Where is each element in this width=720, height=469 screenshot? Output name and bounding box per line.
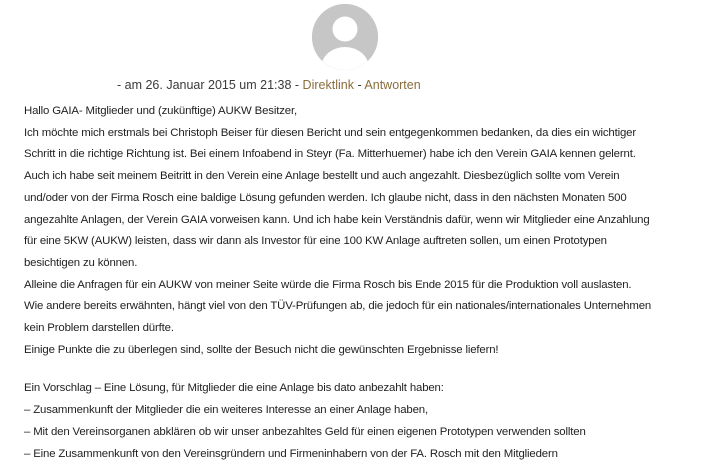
comment-line: Hallo GAIA- Mitglieder und (zukünftige) AUKW Besitzer, xyxy=(24,105,297,117)
comment-line: besichtigen zu können. xyxy=(24,256,138,269)
comment-line: Einige Punkte die zu überlegen sind, sollte der Besuch nicht die gewünschten Ergebnisse liefern! xyxy=(24,343,499,356)
comment-line: – Mit den Vereinsorganen abklären ob wir unser anbezahltes Geld für einen eigenen Prototypen verwenden sollten xyxy=(24,425,586,438)
comment-line: kein Problem darstellen dürfte. xyxy=(24,322,174,335)
comment-line: Ich möchte mich erstmals bei Christoph Beiser für diesen Bericht und sein entgegenkommen bedanken, da dies ein wichtiger xyxy=(24,126,636,139)
comment-line: Wie andere bereits erwähnten, hängt viel von den TÜV-Prüfungen ab, die jedoch für ein nationales/internationales Unternehmen xyxy=(24,300,652,313)
meta-separator: - xyxy=(357,78,362,92)
comment-line: – Eine Zusammenkunft von den Vereinsgründern und Firmeninhabern von der FA. Rosch mit den Mitgliedern xyxy=(24,447,558,460)
paragraph-gap xyxy=(24,361,714,378)
comment-date: - am 26. Januar 2015 um 21:38 - xyxy=(117,78,300,92)
direct-link[interactable]: Direktlink xyxy=(302,78,354,92)
comment-line: Alleine die Anfragen für ein AUKW von meiner Seite würde die Firma Rosch bis Ende 2015 für die Produktion voll auslasten. xyxy=(24,278,632,291)
comment-line: – Zusammenkunft der Mitglieder die ein weiteres Interesse an einer Anlage haben, xyxy=(24,404,428,417)
comment-line: und/oder von der Firma Rosch eine baldige Lösung gefunden werden. Ich glaube nicht, dass in den nächsten Monaten 500 xyxy=(24,191,627,204)
reply-link[interactable]: Antworten xyxy=(364,78,421,92)
comment-line: Schritt in die richtige Richtung ist. Bei einem Infoabend in Steyr (Fa. Mitterhuemer) habe ich den Verein GAIA kennen gelernt. xyxy=(24,148,636,161)
comment-line: Ein Vorschlag – Eine Lösung, für Mitglieder die eine Anlage bis dato anbezahlt haben: xyxy=(24,382,444,395)
comment-line: angezahlte Anlagen, der Verein GAIA vorweisen kann. Und ich habe kein Verständnis dafür, wenn wir Mitglieder eine Anzahlung xyxy=(24,213,650,226)
comment-meta xyxy=(117,78,421,92)
default-avatar-icon xyxy=(312,4,378,70)
avatar[interactable] xyxy=(312,4,378,70)
comment-line: für eine 5KW (AUKW) leisten, dass wir dann als Investor für eine 100 KW Anlage auftreten sollen, um einen Prototypen xyxy=(24,235,607,248)
comment-line: Auch ich habe seit meinem Beitritt in den Verein eine Anlage bestellt und auch angezahlt. Diesbezüglich sollte vom Verein xyxy=(24,170,620,183)
comment-body xyxy=(24,101,714,465)
